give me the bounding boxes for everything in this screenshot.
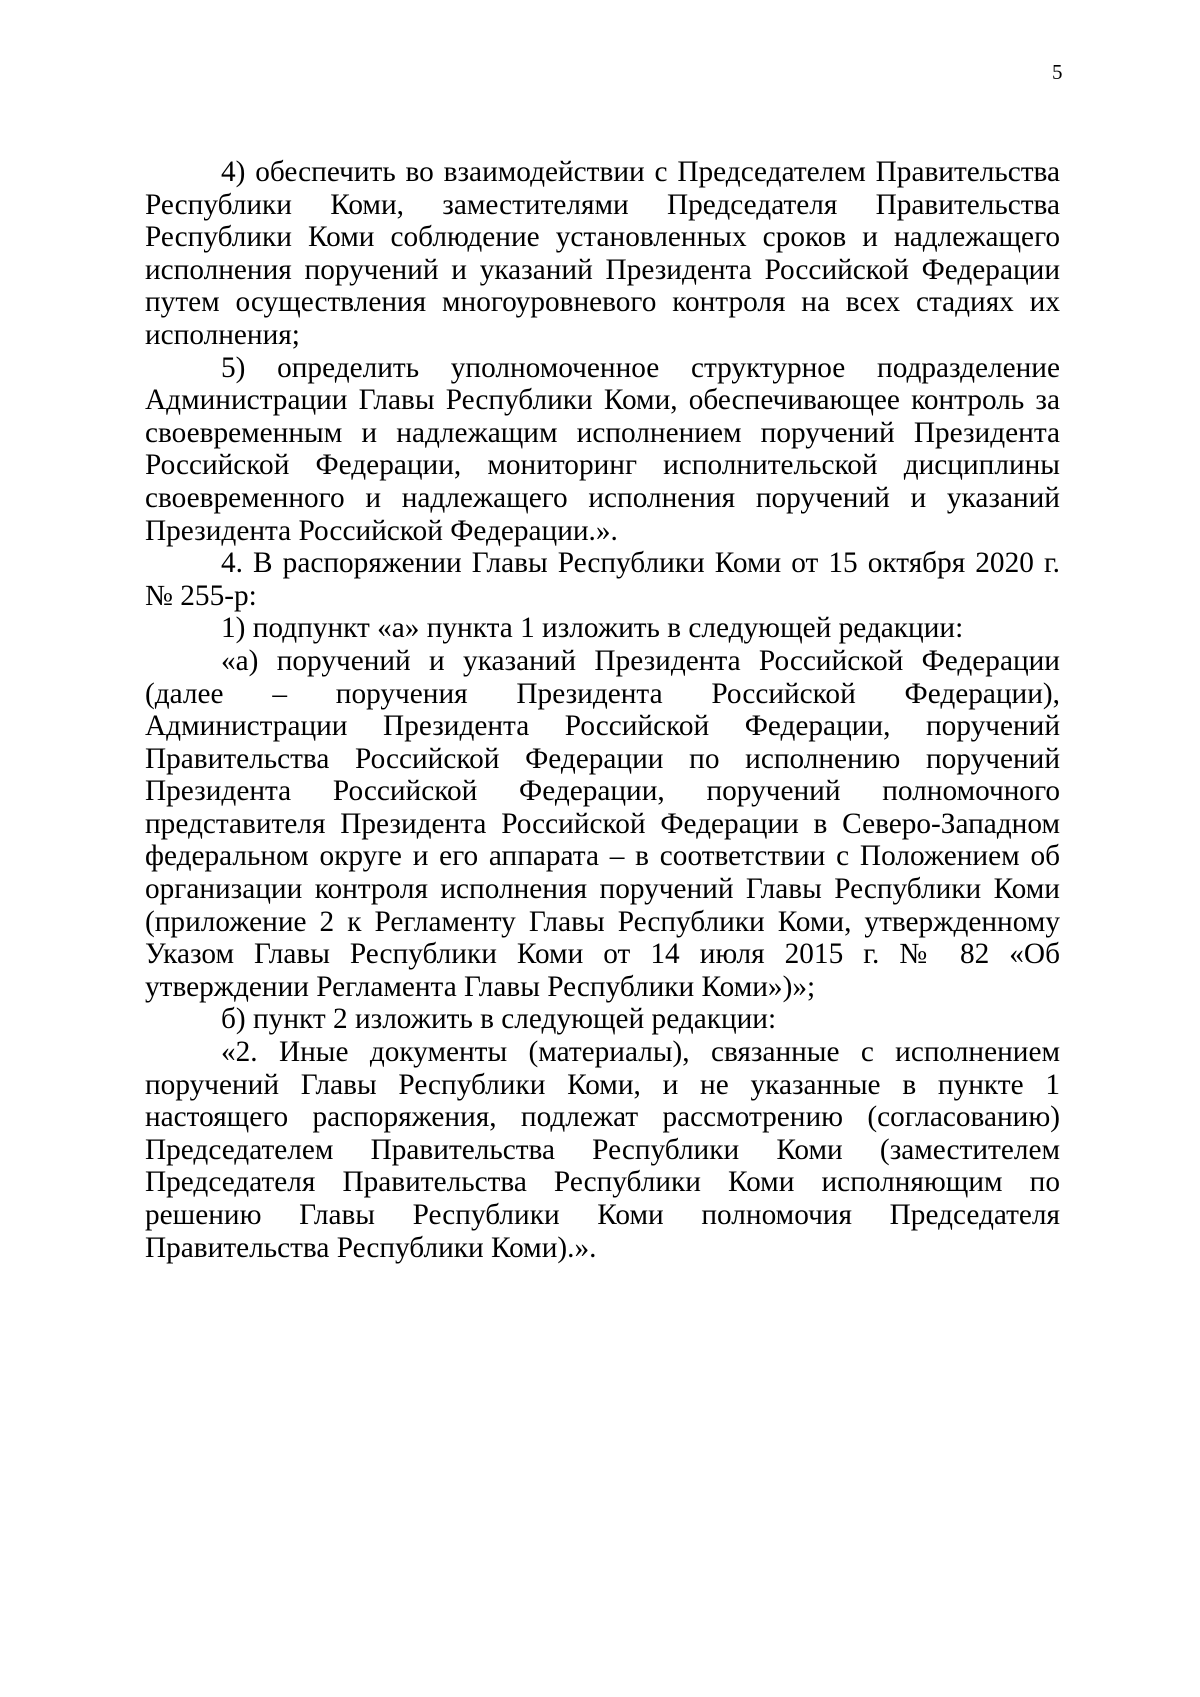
- page-number: 5: [1052, 60, 1063, 84]
- paragraph-subitem-b: б) пункт 2 изложить в следующей редакции:: [221, 1003, 777, 1036]
- paragraph-item-5: 5) определить уполномоченное структурное подразделение Администрации Главы Республики Коми, обеспечивающее контроль за своевременным и надлежащим исполнением поручений Президента Российской Федерации, мониторинг исполнительской дисциплины своевременного и надлежащего исполнения поручений и указаний Президента Российской Федерации.».: [145, 351, 1060, 547]
- paragraph-subitem-1: 1) подпункт «а» пункта 1 изложить в следующей редакции:: [221, 612, 964, 645]
- document-body: [145, 156, 1060, 1264]
- paragraph-quote-2: «2. Иные документы (материалы), связанные с исполнением поручений Главы Республики Коми, и не указанные в пункте 1 настоящего распоряжения, подлежат рассмотрению (согласованию) Председателем Правительства Республики Коми (заместителем Председателя Правительства Республики Коми исполняющим по решению Главы Республики Коми полномочия Председателя Правительства Республики Коми).».: [145, 1036, 1060, 1264]
- paragraph-item-4: 4) обеспечить во взаимодействии с Председателем Правительства Республики Коми, заместителями Председателя Правительства Республики Коми соблюдение установленных сроков и надлежащего исполнения поручений и указаний Президента Российской Федерации путем осуществления многоуровневого контроля на всех стадиях их исполнения;: [145, 156, 1060, 351]
- paragraph-quote-a: «а) поручений и указаний Президента Российской Федерации (далее – поручения Президента Российской Федерации), Администрации Президента Российской Федерации, поручений Правительства Российской Федерации по исполнению поручений Президента Российской Федерации, поручений полномочного представителя Президента Российской Федерации в Северо-Западном федеральном округе и его аппарата – в соответствии с Положением об организации контроля исполнения поручений Главы Республики Коми (приложение 2 к Регламенту Главы Республики Коми, утвержденному Указом Главы Республики Коми от 14 июля 2015 г. № 82 «Об утверждении Регламента Главы Республики Коми»)»;: [145, 644, 1060, 1003]
- paragraph-section-4: 4. В распоряжении Главы Республики Коми от 15 октября 2020 г. № 255-р:: [145, 547, 1060, 612]
